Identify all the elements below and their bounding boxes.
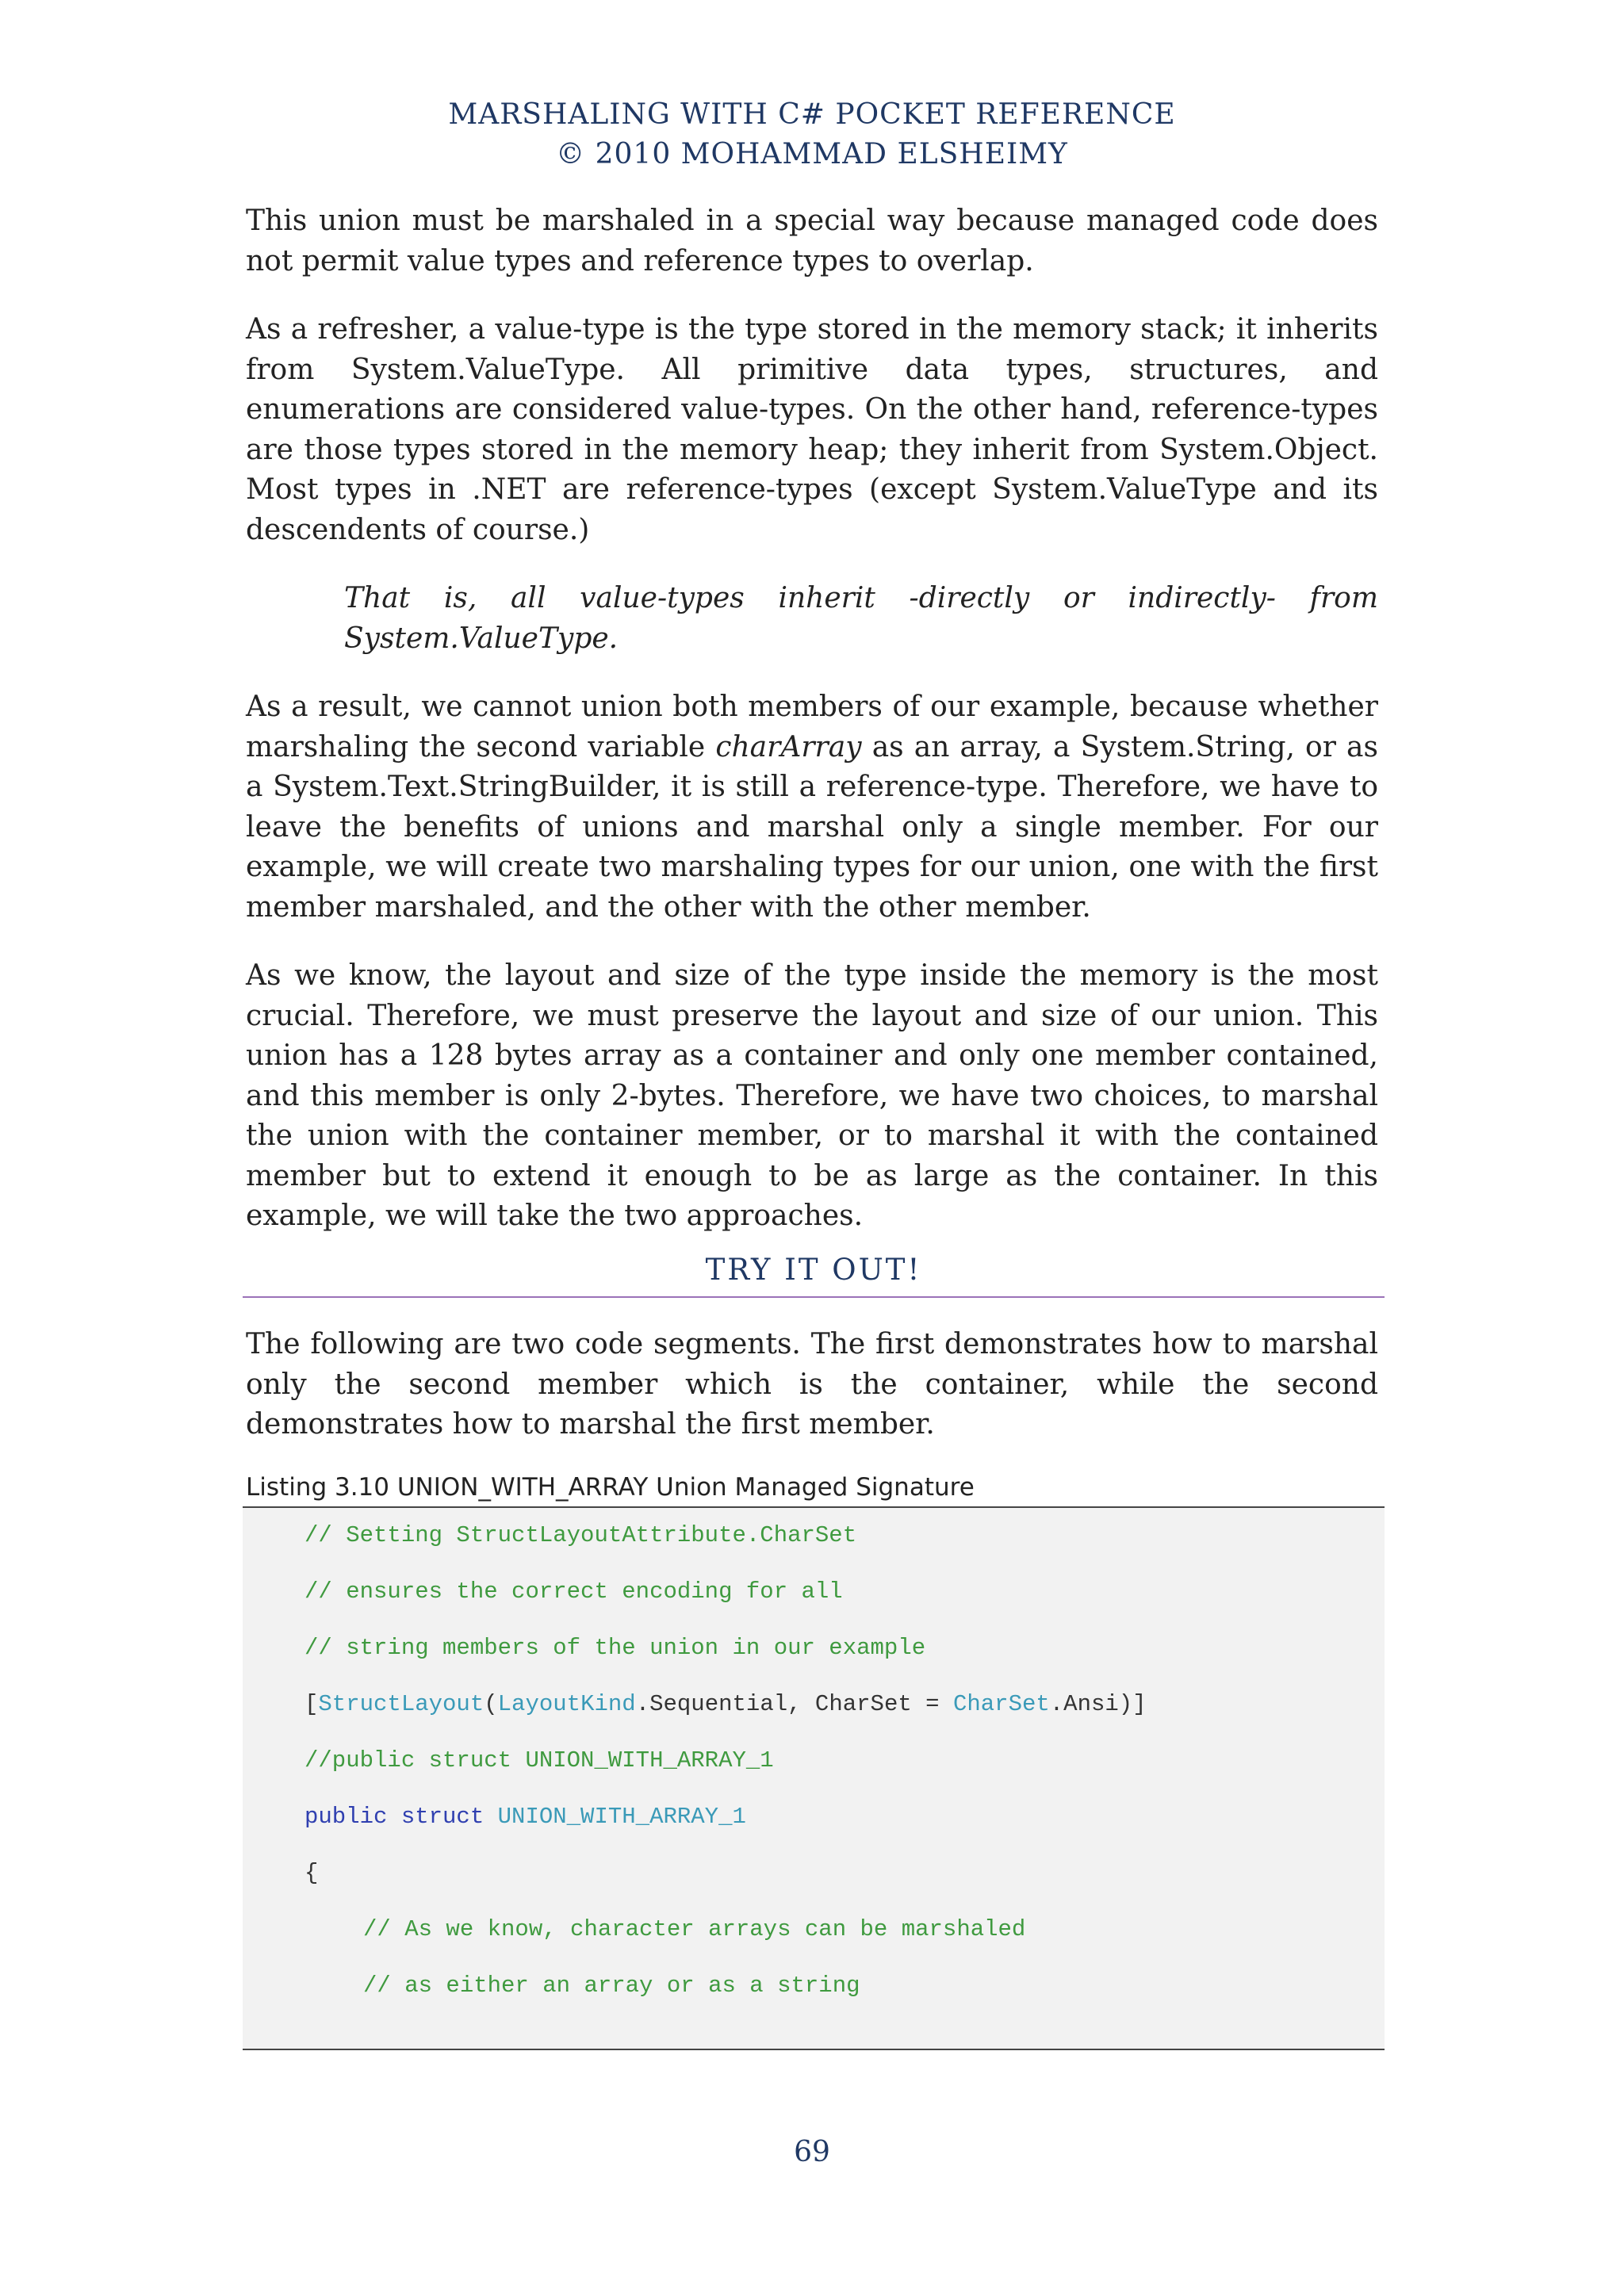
- code-line-5: //public struct UNION_WITH_ARRAY_1: [304, 1747, 774, 1774]
- code-token: (: [484, 1691, 498, 1717]
- page-number: 69: [794, 2136, 830, 2168]
- code-token-type: LayoutKind: [497, 1691, 636, 1717]
- code-line-3: // string members of the union in our example: [304, 1635, 926, 1661]
- code-line-2: // ensures the correct encoding for all: [304, 1578, 843, 1605]
- code-line-4: [304, 1691, 1147, 1717]
- heading-divider: [243, 1296, 1385, 1298]
- listing-caption: Listing 3.10 UNION_WITH_ARRAY Union Managed Signature: [246, 1473, 975, 1502]
- code-token: [: [304, 1691, 319, 1717]
- code-token-type: StructLayout: [318, 1691, 485, 1717]
- paragraph-as-a-result: [246, 687, 1378, 928]
- paragraph-union-marshaling: This union must be marshaled in a special way because managed code does not permit value types and reference types to overlap.: [246, 205, 1378, 277]
- note-quote: That is, all value-types inherit -directly or indirectly- from System.ValueType.: [344, 582, 1378, 655]
- try-it-out-heading: TRY IT OUT!: [705, 1253, 922, 1287]
- p3-emphasis-chararray: charArray: [715, 730, 862, 763]
- code-line-7: {: [304, 1860, 319, 1886]
- code-token-keyword: public struct: [304, 1804, 498, 1830]
- code-line-8: // As we know, character arrays can be marshaled: [363, 1916, 1026, 1942]
- try-it-out-body: [246, 1325, 1378, 1474]
- p3-text-after: as an array, a System.String, or as a System.Text.StringBuilder, it is still a reference-type. Therefore, we have to leave the benefits of unions and marshal only a single member. For our example, we will create two marshaling types for our union, one with the first member marshaled, and the other with the other member.: [246, 730, 1378, 924]
- code-token-type: CharSet: [952, 1691, 1050, 1717]
- code-line-1: // Setting StructLayoutAttribute.CharSet: [304, 1522, 857, 1548]
- paragraph-code-segments: The following are two code segments. The first demonstrates how to marshal only the second member which is the container, while the second demonstrates how to marshal the first member.: [246, 1328, 1378, 1441]
- code-token-type: UNION_WITH_ARRAY_1: [497, 1804, 746, 1830]
- running-header-title: MARSHALING WITH C# POCKET REFERENCE: [448, 98, 1176, 131]
- code-token: .Ansi)]: [1049, 1691, 1147, 1717]
- paragraph-value-type-refresher: As a refresher, a value-type is the type stored in the memory stack; it inherits from System.ValueType. All primitive data types, structures, and enumerations are considered value-types. On the other hand, reference-types are those types stored in the memory heap; they inherit from System.Object. Most types in .NET are reference-types (except System.ValueType and its descendents of course.): [246, 313, 1378, 546]
- code-line-6: [304, 1804, 746, 1830]
- body-text: [246, 201, 1378, 1265]
- paragraph-layout-and-size: As we know, the layout and size of the type inside the memory is the most crucial. Therefore, we must preserve the layout and size of our union. This union has a 128 bytes array as a container and only one member contained, and this member is only 2-bytes. Therefore, we have two choices, to marshal the union with the container member, or to marshal it with the contained member but to extend it enough to be as large as the container. In this example, we will take the two approaches.: [246, 959, 1378, 1232]
- code-token: .Sequential, CharSet =: [635, 1691, 953, 1717]
- running-header-copyright: © 2010 MOHAMMAD ELSHEIMY: [556, 138, 1068, 170]
- p3-text-before: As a result, we cannot union both members of our example, because whether marshaling the second variable: [246, 691, 1378, 763]
- code-line-9: // as either an array or as a string: [363, 1973, 860, 1999]
- code-listing: [243, 1506, 1385, 2050]
